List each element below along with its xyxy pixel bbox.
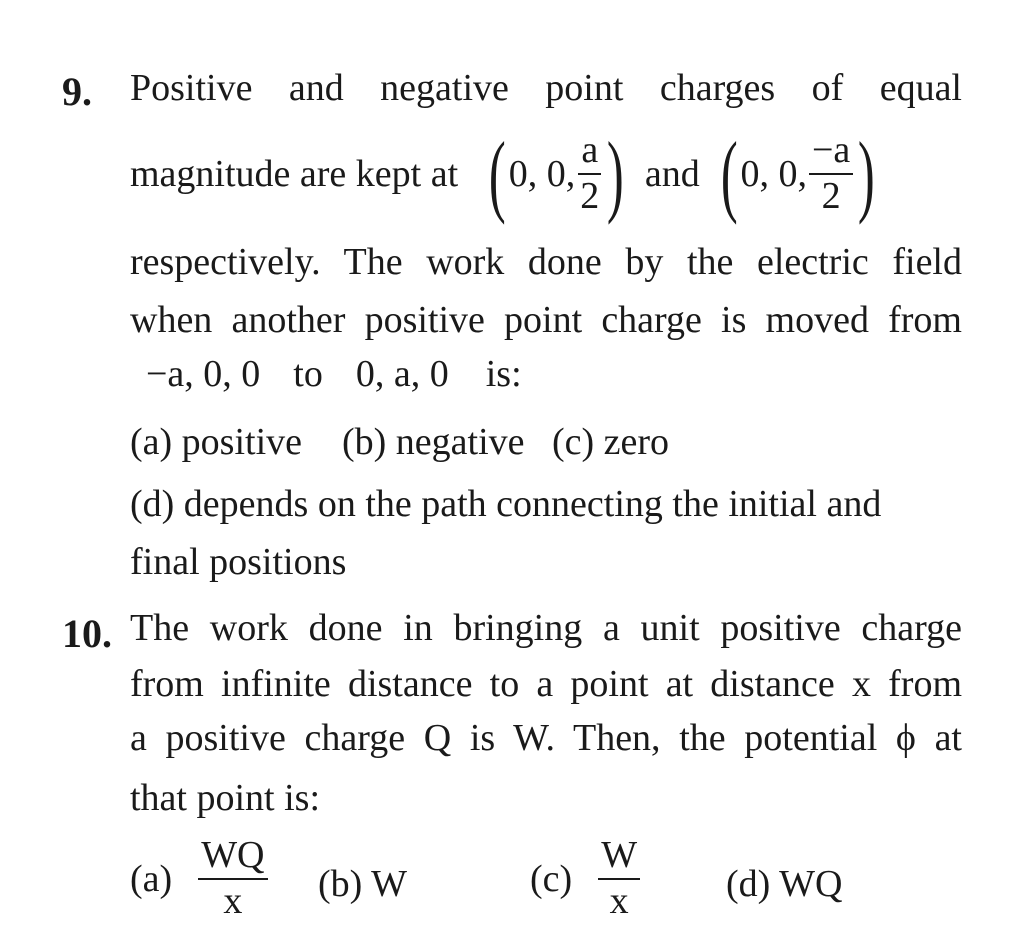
q9-option-c: (c) zero	[552, 421, 670, 463]
q9-text-line-3: respectively. The work done by the electric field	[130, 241, 962, 283]
q9-text-line-5	[146, 352, 522, 396]
q9-option-d-line-2: final positions	[130, 541, 347, 583]
q9-option-d-line-1: (d) depends on the path connecting the initial and	[130, 483, 882, 525]
question-10-number: 10.	[62, 611, 112, 656]
fraction-numerator: a	[578, 131, 601, 175]
left-paren: (	[720, 123, 738, 225]
q9-text-line-1: Positive and negative point charges of equal	[130, 67, 962, 109]
q9-coord1-prefix: 0, 0,	[508, 153, 576, 195]
fraction-numerator: W	[598, 836, 640, 880]
fraction-denominator: 2	[821, 175, 841, 217]
q10-option-a-label: (a)	[130, 857, 173, 900]
q9-line5-end: is:	[485, 353, 522, 395]
left-paren: (	[489, 123, 506, 225]
q9-line2-start: magnitude are kept at	[130, 153, 459, 195]
q9-to-point: 0, a, 0	[355, 353, 449, 395]
q9-text-line-2	[130, 123, 878, 225]
q9-from-point: −a, 0, 0	[146, 353, 261, 395]
q10-text-line-4: that point is:	[130, 777, 320, 819]
fraction-numerator: −a	[809, 131, 853, 175]
q10-option-b: (b) W	[318, 863, 407, 905]
question-9-number: 9.	[62, 69, 92, 114]
q9-option-b: (b) negative	[342, 421, 525, 463]
fraction-denominator: x	[609, 879, 629, 922]
q9-text-line-4: when another positive point charge is moved from	[130, 299, 962, 341]
q10-text-line-2: from infinite distance to a point at distance x from	[130, 663, 962, 705]
right-paren: )	[858, 123, 875, 225]
fraction-numerator: WQ	[198, 836, 267, 880]
q10-option-a-fraction	[198, 836, 267, 922]
q10-option-d: (d) WQ	[726, 863, 843, 905]
fraction-denominator: x	[223, 879, 243, 922]
q10-option-a	[130, 836, 270, 922]
q10-text-line-1: The work done in bringing a unit positive charge	[130, 607, 962, 649]
q9-coord1-fraction	[577, 131, 602, 217]
q10-text-line-3: a positive charge Q is W. Then, the potential ϕ at	[130, 717, 962, 759]
right-paren: )	[607, 123, 625, 225]
fraction-denominator: 2	[580, 175, 600, 217]
q9-and-word: and	[644, 153, 700, 195]
q9-option-a: (a) positive	[130, 421, 303, 463]
q10-option-c-label: (c)	[530, 857, 573, 900]
q9-to-word: to	[293, 353, 323, 395]
q9-coord2-fraction	[809, 131, 853, 217]
q9-coord2-prefix: 0, 0,	[740, 153, 807, 195]
q10-option-c-fraction	[598, 836, 640, 922]
q10-option-c	[530, 836, 642, 922]
